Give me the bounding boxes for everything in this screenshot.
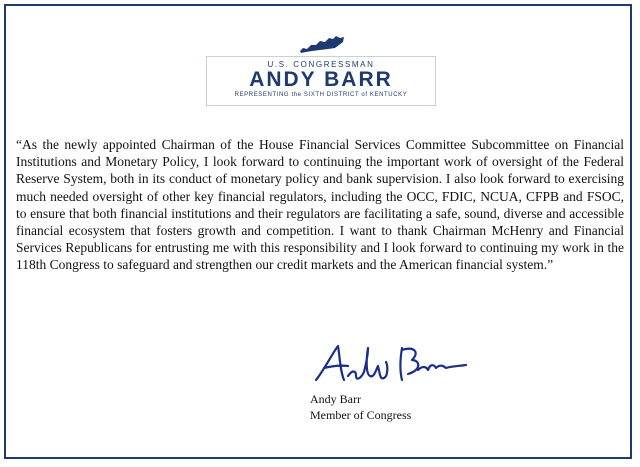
- logo-title: U.S. CONGRESSMAN: [267, 60, 375, 69]
- signer-name: Andy Barr: [310, 392, 361, 406]
- signer-block: [310, 391, 411, 423]
- kentucky-state-icon: [298, 34, 346, 56]
- statement-quote: “As the newly appointed Chairman of the House Financial Services Committee Subcommittee on Financial Institutions and Monetary Policy, I look forward to continuing the important work of oversight of the Federal Reserve System, both in its conduct of monetary policy and bank supervision. I also look forward to exercising much needed oversight of other key financial regulators, including the OCC, FDIC, NCUA, CFPB and FSOC, to ensure that both financial institutions and their regulators are facilitating a safe, sound, diverse and accessible financial ecosystem that fosters growth and competition. I want to thank Chairman McHenry and Financial Services Republicans for entrusting me with this responsibility and I look forward to continuing my work in the 118th Congress to safeguard and strengthen our credit markets and the American financial system.”: [16, 137, 624, 273]
- logo-district: REPRESENTING the SIXTH DISTRICT of KENTUCKY: [234, 92, 408, 98]
- congressman-logo: [206, 56, 436, 106]
- signer-title: Member of Congress: [310, 408, 412, 422]
- handwritten-signature: [310, 340, 470, 390]
- logo-name: ANDY BARR: [249, 68, 393, 91]
